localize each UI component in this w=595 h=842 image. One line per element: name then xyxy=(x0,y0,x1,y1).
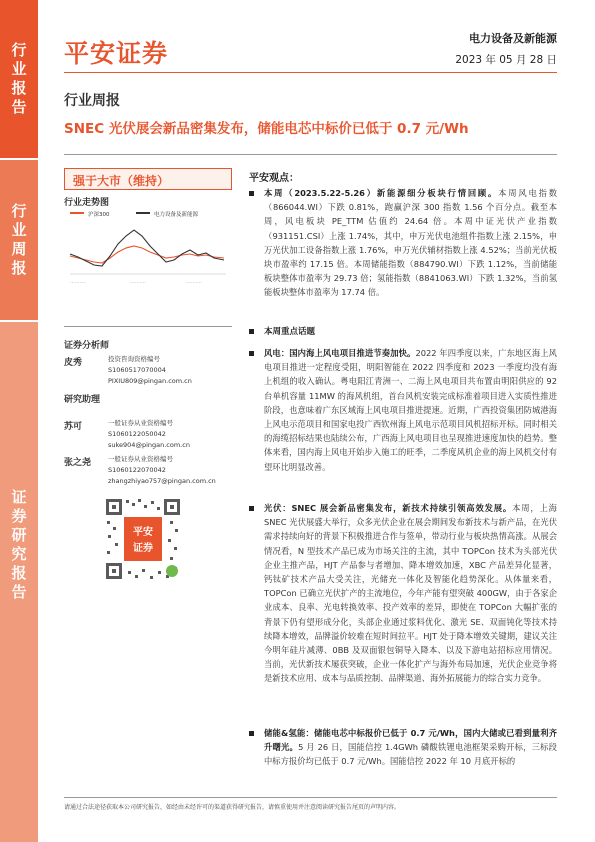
sidebar-char: 究 xyxy=(11,545,27,563)
sidebar-char: 告 xyxy=(11,98,27,116)
bullet-icon xyxy=(249,731,254,736)
bullet-icon xyxy=(249,191,254,196)
paragraph-body: 本周风电指数（866044.WI）下跌 0.81%，跑赢沪深 300 指数 1.56 个百分点。截至本周，风电板块 PE_TTM 估值约 24.64 倍。本周中证光伏产业指数（931151.CSI）上涨 1.74%，其中，申万光伏电池组件指数上涨 2.15%，申万光伏加工设备指数上涨 1.76%，申万光伏辅材指数上涨 4.52%；当前光伏板块市盈率约 17.15 倍。本周储能指数（884790.WI）下跌 1.12%，当前储能板块整体市盈率为 29.73 倍；氢能指数（8841063.WI）下跌 1.32%，当前氢能板块整体市盈率为 17.74 倍。 xyxy=(264,188,557,298)
sidebar-char: 券 xyxy=(11,507,27,525)
sidebar-char: 证 xyxy=(11,488,27,506)
view-paragraph-wind xyxy=(249,346,557,474)
sidebar-report-type xyxy=(0,0,38,158)
assistant-info-line: S1060122070042 xyxy=(108,466,166,474)
series-line-2 xyxy=(70,230,224,266)
bullet-icon xyxy=(249,329,254,334)
qr-logo-text-top: 平安 xyxy=(133,527,153,538)
sidebar-char: 报 xyxy=(11,564,27,582)
sidebar-char: 行 xyxy=(11,41,27,59)
doc-type: 行业周报 xyxy=(64,93,120,109)
legend-label-2: 电力设备及新能源 xyxy=(154,212,199,218)
bullet-icon xyxy=(249,351,254,356)
sidebar-char: 业 xyxy=(11,60,27,78)
analyst-info xyxy=(108,354,192,387)
view-paragraph-pv xyxy=(249,501,557,686)
x-tick-label: ·········· xyxy=(70,280,86,286)
sidebar-char: 行 xyxy=(11,202,27,220)
qr-logo-text-bottom: 证券 xyxy=(133,543,153,554)
sidebar-char: 告 xyxy=(11,583,27,601)
paragraph-body: 5 月 26 日，国能信控 1.4GWh 磷酸铁锂电池框架采购开标，三标段中标方报价均已低于 0.7 元/Wh。国能信控 2022 年 10 月底开标的 xyxy=(264,742,557,767)
footer-disclaimer: 请通过合法途径获取本公司研究报告，如经由未经许可的渠道获得研究报告，请慎重使用并注意阅读研究报告尾页的声明内容。 xyxy=(64,804,401,811)
view-paragraph-market xyxy=(249,186,557,300)
paragraph-lead: 储能&氢能：储能电芯中标报价已低于 0.7 元/Wh，国内大储或已看到量利齐升曙光。 xyxy=(264,728,557,753)
legend-label-1: 沪深300 xyxy=(88,212,110,218)
sidebar-char: 报 xyxy=(11,79,27,97)
assistant-info-line: S1060122050042 xyxy=(108,430,166,438)
sidebar-report-subtype xyxy=(0,160,38,320)
paragraph-lead: 风电：国内海上风电项目推进节奏加快。 xyxy=(264,348,416,358)
qr-code xyxy=(104,497,182,581)
analyst-email: PIXIU809@pingan.com.cn xyxy=(108,377,192,385)
chart-title: 行业走势图 xyxy=(64,198,110,208)
analyst-info-line: 投资咨询资格编号 xyxy=(108,355,160,363)
x-tick-label: ·········· xyxy=(130,280,146,286)
report-date: 2023 年 05 月 28 日 xyxy=(455,54,557,66)
analyst-info-line: S1060517070004 xyxy=(108,366,166,374)
section-heading-text: 本周重点话题 xyxy=(264,327,316,337)
assistant-info-line: 一般证券从业资格编号 xyxy=(108,419,173,427)
section-heading xyxy=(249,325,315,337)
analyst-name: 皮秀 xyxy=(64,358,83,368)
assistant-info xyxy=(108,454,216,487)
sidebar-char: 业 xyxy=(11,221,27,239)
paragraph-lead: 光伏：SNEC 展会新品密集发布，新技术持续引领高效发展。 xyxy=(264,503,513,513)
analyst-divider xyxy=(64,326,232,327)
sidebar-char: 研 xyxy=(11,526,27,544)
header-divider xyxy=(64,72,557,73)
bullet-icon xyxy=(249,506,254,511)
paragraph-body: 2022 年四季度以来，广东地区海上风电项目推进一定程度受阻，明阳智能在 2022 四季度和 2023 一季度均没有海上机组的收入确认。粤电阳江青洲一、二海上风电项目共布置由明阳供应的 92 台单机容量 11MW 的海风机组，首台风机安装完成标准着项目进入实质性推进阶段，也意味着广东区域海上风电项目推进提速。近期，广西投资集团防城港海上风电示范项目和国家电投广西钦州海上风电示范项目风机招标开标。同时相关的海缆招标结果也陆续公布，广西海上风电项目也呈现推进速度加快的趋势。整体来看，国内海上风电开始步入施工的旺季，二季度风机企业的海上风机交付有望环比明显改善。 xyxy=(264,348,557,472)
assistant-info xyxy=(108,418,190,451)
x-tick-label: ·········· xyxy=(186,280,202,286)
views-title: 平安观点： xyxy=(249,173,299,184)
title-divider xyxy=(64,154,557,155)
qr-logo-badge xyxy=(124,517,162,561)
assistant-email: zhangzhiyao757@pingan.com.cn xyxy=(108,477,216,485)
sidebar-research-label xyxy=(0,322,38,842)
trend-chart xyxy=(64,208,232,290)
wechat-icon xyxy=(166,565,178,577)
view-paragraph-storage xyxy=(249,726,557,769)
paragraph-lead: 本周（2023.5.22-5.26）新能源细分板块行情回顾。 xyxy=(264,188,499,198)
trend-chart-svg xyxy=(64,208,232,290)
sidebar-char: 周 xyxy=(11,240,27,258)
sidebar-char: 报 xyxy=(11,259,27,277)
rating-text: 强于大市（维持） xyxy=(73,174,170,188)
assistant-name: 张之尧 xyxy=(64,458,92,468)
assistant-name: 苏可 xyxy=(64,422,83,432)
sector-label: 电力设备及新能源 xyxy=(469,32,557,45)
company-logo: 平安证券 xyxy=(64,39,169,68)
assistants-title: 研究助理 xyxy=(64,395,101,405)
paragraph-body: 本周，上海 SNEC 光伏展盛大举行，众多光伏企业在展会期间发布新技术与新产品，在光伏需求持续向好的背景下积极推进合作与签单，带动行业与板块热情高涨。从展会情况看，N 型技术产品已成为市场关注的主流，其中 TOPCon 技术为头部光伏企业主推产品，HJT 产品参与者增加、降本增效加速，XBC 产品差异化显著，钙钛矿技术产品大受关注，光储充一体化及智能化趋势深化。从体量来看，TOPCon 已确立光伏扩产的主流地位，今年产能有望突破 400GW，由于各家企业成本、良率、光电转换效率、投产效率的差异，即使在 TOPCon 大幅扩张的背景下仍有望形成分化，头部企业通过浆料优化、激光 SE、双面钝化等技术持续降本增效，品牌溢价较难在短时间拉平。HJT 处于降本增效关键期，建议关注今明年硅片减薄、0BB 及双面银包铜导入降本、以及下游电站招标应用情况。当前，光伏新技术屡获突破，企业一体化扩产与海外布局加速，光伏企业竞争将是新技术应用、成本与品质控制、品牌渠道、海外拓展能力的综合实力竞争。 xyxy=(264,503,557,684)
rating-badge xyxy=(64,168,232,190)
assistant-email: suke904@pingan.com.cn xyxy=(108,441,190,449)
analysts-title: 证券分析师 xyxy=(64,341,110,351)
qr-code-svg xyxy=(104,497,182,581)
assistant-info-line: 一般证券从业资格编号 xyxy=(108,455,173,463)
footer-divider xyxy=(64,797,557,798)
sidebar xyxy=(0,0,38,842)
report-headline: SNEC 光伏展会新品密集发布，储能电芯中标价已低于 0.7 元/Wh xyxy=(64,121,469,137)
